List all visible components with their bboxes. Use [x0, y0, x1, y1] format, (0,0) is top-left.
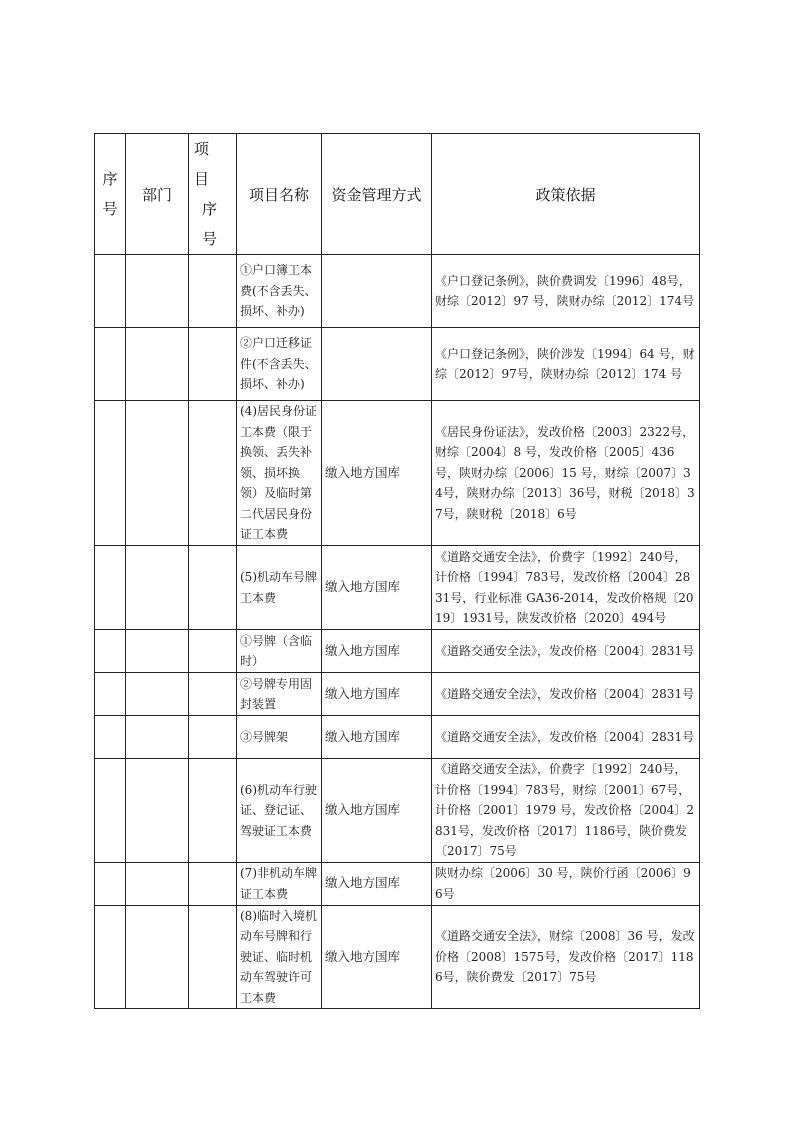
table-row [95, 673, 700, 716]
cell-seq [95, 546, 126, 630]
cell-fund-mgmt: 缴入地方国库 [322, 673, 432, 716]
table-row [95, 328, 700, 401]
table-row [95, 862, 700, 905]
table-row [95, 630, 700, 673]
cell-policy: 《道路交通安全法》，财综〔2008〕36 号，发改价格〔2008〕1575号，发改价格〔2017〕1186号，陕价费发〔2017〕75号 [432, 905, 700, 1009]
header-seq-line1: 序 [102, 170, 118, 188]
cell-item-seq [189, 759, 237, 863]
table-row [95, 716, 700, 759]
cell-item-seq [189, 328, 237, 401]
cell-policy: 陕财办综〔2006〕30 号，陕价行函〔2006〕96号 [432, 862, 700, 905]
cell-seq [95, 328, 126, 401]
cell-item-name: ②户口迁移证件(不含丢失、损坏、补办) [237, 328, 322, 401]
cell-dept [126, 759, 189, 863]
cell-policy: 《道路交通安全法》，价费字〔1992〕240号，计价格〔1994〕783号，财综〔2001〕67号，计价格〔2001〕1979 号，发改价格〔2004〕2831号，发改价格〔2017〕1186号，陕价费发〔2017〕75号 [432, 759, 700, 863]
cell-policy: 《道路交通安全法》，发改价格〔2004〕2831号 [432, 630, 700, 673]
cell-seq [95, 673, 126, 716]
cell-policy: 《户口登记条例》，陕价费调发〔1996〕48号，财综〔2012〕97 号，陕财办综〔2012〕174号 [432, 255, 700, 328]
cell-item-seq [189, 546, 237, 630]
cell-dept [126, 546, 189, 630]
cell-fund-mgmt: 缴入地方国库 [322, 759, 432, 863]
cell-item-seq [189, 401, 237, 546]
header-item-seq [189, 134, 237, 255]
cell-item-name: ①户口簿工本费(不含丢失、损坏、补办) [237, 255, 322, 328]
header-seq [95, 134, 126, 255]
cell-item-seq [189, 673, 237, 716]
cell-policy: 《居民身份证法》，发改价格〔2003〕2322号，财综〔2004〕8 号，发改价格〔2005〕436号，陕财办综〔2006〕15 号，财综〔2007〕34号，陕财办综〔2013〕36号，财税〔2018〕37号，陕财税〔2018〕6号 [432, 401, 700, 546]
cell-seq [95, 401, 126, 546]
cell-fund-mgmt: 缴入地方国库 [322, 905, 432, 1009]
cell-dept [126, 630, 189, 673]
cell-fund-mgmt: 缴入地方国库 [322, 546, 432, 630]
cell-item-name: (4)居民身份证工本费（限于换领、丢失补领、损坏换领）及临时第二代居民身份证工本费 [237, 401, 322, 546]
cell-item-seq [189, 630, 237, 673]
table-row [95, 401, 700, 546]
cell-dept [126, 905, 189, 1009]
fee-table [94, 133, 700, 1009]
cell-item-name: ①号牌（含临时） [237, 630, 322, 673]
header-item-seq-line2: 序号 [201, 200, 223, 248]
cell-dept [126, 328, 189, 401]
cell-item-name: ②号牌专用固封装置 [237, 673, 322, 716]
table-header-row [95, 134, 700, 255]
cell-dept [126, 716, 189, 759]
cell-policy: 《道路交通安全法》，发改价格〔2004〕2831号 [432, 716, 700, 759]
cell-policy: 《户口登记条例》，陕价涉发〔1994〕64 号，财综〔2012〕97号，陕财办综〔2012〕174 号 [432, 328, 700, 401]
cell-dept [126, 401, 189, 546]
cell-fund-mgmt: 缴入地方国库 [322, 862, 432, 905]
cell-item-name: ③号牌架 [237, 716, 322, 759]
cell-item-name: (8)临时入境机动车号牌和行驶证、临时机动车驾驶许可工本费 [237, 905, 322, 1009]
cell-dept [126, 255, 189, 328]
cell-policy: 《道路交通安全法》，发改价格〔2004〕2831号 [432, 673, 700, 716]
cell-item-name: (6)机动车行驶证、登记证、驾驶证工本费 [237, 759, 322, 863]
table-row [95, 255, 700, 328]
cell-fund-mgmt [322, 255, 432, 328]
cell-seq [95, 862, 126, 905]
cell-fund-mgmt: 缴入地方国库 [322, 401, 432, 546]
cell-fund-mgmt: 缴入地方国库 [322, 630, 432, 673]
cell-item-seq [189, 716, 237, 759]
header-item-seq-line1: 项目 [193, 140, 231, 188]
cell-item-name: (7)非机动车牌证工本费 [237, 862, 322, 905]
cell-seq [95, 759, 126, 863]
cell-dept [126, 673, 189, 716]
header-fund-mgmt: 资金管理方式 [322, 134, 432, 255]
cell-item-seq [189, 862, 237, 905]
cell-fund-mgmt: 缴入地方国库 [322, 716, 432, 759]
cell-item-name: (5)机动车号牌工本费 [237, 546, 322, 630]
cell-dept [126, 862, 189, 905]
cell-seq [95, 905, 126, 1009]
header-policy: 政策依据 [432, 134, 700, 255]
cell-seq [95, 716, 126, 759]
cell-policy: 《道路交通安全法》，价费字〔1992〕240号，计价格〔1994〕783号，发改价格〔2004〕2831号，行业标准 GA36-2014，发改价格规〔2019〕1931号，陕发改价格〔2020〕494号 [432, 546, 700, 630]
table-row [95, 546, 700, 630]
header-dept: 部门 [126, 134, 189, 255]
header-item-name: 项目名称 [237, 134, 322, 255]
cell-item-seq [189, 255, 237, 328]
table-row [95, 759, 700, 863]
cell-fund-mgmt [322, 328, 432, 401]
cell-seq [95, 630, 126, 673]
table-row [95, 905, 700, 1009]
cell-item-seq [189, 905, 237, 1009]
header-seq-line2: 号 [102, 200, 118, 218]
cell-seq [95, 255, 126, 328]
